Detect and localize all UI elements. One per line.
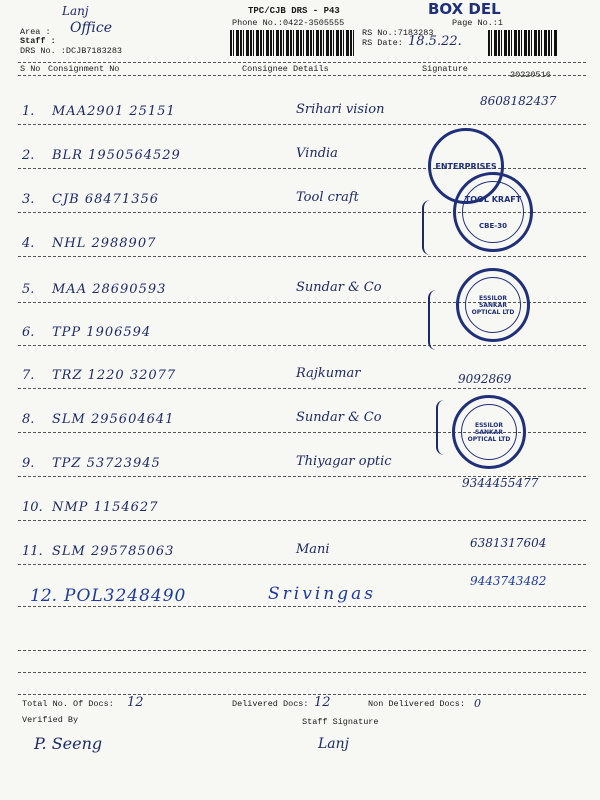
verified-signature: P. Seeng: [34, 734, 103, 753]
row-sno: 7.: [22, 368, 35, 383]
handwritten-bracket-3: [436, 400, 444, 455]
verified-by-label: Verified By: [22, 715, 79, 725]
row-consignee: Rajkumar: [296, 366, 361, 381]
row-signature: 6381317604: [470, 536, 547, 550]
header-divider: [18, 62, 586, 63]
rs-no-label: RS No.:: [362, 28, 398, 38]
handwritten-bracket-1: [422, 200, 430, 255]
non-delivered-value: 0: [474, 697, 481, 710]
tool-kraft-stamp: [453, 172, 533, 252]
row-signature: 9092869: [458, 372, 512, 386]
drs-number: [20, 47, 122, 56]
staff-signature-label: Staff Signature: [302, 717, 379, 727]
drs-value: DCJB7183283: [65, 46, 123, 56]
enterprises-stamp-text: ENTERPRISES: [435, 161, 497, 171]
row-consignment-no: TRZ 1220 32077: [52, 368, 177, 383]
col-consignee: Consignee Details: [242, 64, 329, 74]
blank-row-divider: [18, 672, 586, 673]
document-title: TPC/CJB DRS - P43: [248, 6, 340, 16]
total-docs-label: Total No. Of Docs:: [22, 699, 114, 709]
row-signature: 9344455477: [462, 476, 539, 490]
col-sno: S No: [20, 64, 41, 74]
staff-label: Staff :: [20, 36, 56, 46]
row-divider: [18, 520, 586, 521]
row-sno: 8.: [22, 412, 35, 427]
row-sno: 1.: [22, 104, 35, 119]
rs-date-handwritten: 18.5.22.: [408, 34, 462, 49]
col-consignment: Consignment No: [48, 64, 120, 74]
row-consignee: Mani: [296, 542, 330, 557]
non-delivered-label: Non Delivered Docs:: [368, 699, 465, 709]
total-docs-value: 12: [127, 695, 144, 710]
area-label: Area :: [20, 27, 51, 37]
row-sno: 3.: [22, 192, 35, 207]
row-consignment-no: POL3248490: [64, 586, 187, 606]
row-consignee: Vindia: [296, 146, 338, 161]
phone-number: Phone No.:0422-3505555: [232, 18, 345, 28]
row-consignment-no: NHL 2988907: [52, 236, 157, 251]
row-sno: 10.: [22, 500, 43, 515]
handwritten-office: Office: [70, 20, 112, 36]
row-sno: 6.: [22, 325, 35, 340]
row-signature: 8608182437: [480, 94, 557, 108]
row-consignment-no: TPP 1906594: [52, 325, 152, 340]
row-sno: 11.: [22, 544, 43, 559]
row-divider: [18, 388, 586, 389]
row-consignment-no: NMP 1154627: [52, 500, 159, 515]
delivered-docs-label: Delivered Docs:: [232, 699, 309, 709]
row-consignee: Thiyagar optic: [296, 454, 392, 469]
cbe-text: CBE-30: [479, 221, 507, 230]
delivered-docs-value: 12: [314, 695, 331, 710]
page-number: [452, 19, 503, 28]
row-consignment-no: MAA 28690593: [52, 282, 167, 297]
page-value: 1: [497, 18, 504, 28]
row-divider: [18, 606, 586, 607]
handwritten-bracket-2: [428, 290, 436, 350]
tool-kraft-text: TOOL KRAFT: [464, 194, 522, 204]
row-consignment-no: SLM 295785063: [52, 544, 175, 559]
row-sno: 9.: [22, 456, 35, 471]
essilor-stamp-1-text: ESSILOR SANKAR OPTICAL LTD: [471, 294, 515, 316]
footer-divider: [18, 694, 586, 695]
row-divider: [18, 564, 586, 565]
col-date: 20220516: [510, 70, 551, 80]
column-divider: [18, 75, 586, 76]
row-consignment-no: SLM 295604641: [52, 412, 175, 427]
row-consignment-no: BLR 1950564529: [52, 148, 181, 163]
handwritten-name: Lanj: [62, 4, 89, 18]
row-sno: 5.: [22, 282, 35, 297]
barcode-left: [230, 30, 355, 56]
row-consignee: Sundar & Co: [296, 410, 382, 425]
essilor-stamp-1: [456, 268, 530, 342]
row-consignee: Srihari vision: [296, 102, 385, 117]
barcode-right: [488, 30, 558, 56]
blank-row-divider: [18, 650, 586, 651]
row-divider: [18, 124, 586, 125]
essilor-stamp-2: [452, 395, 526, 469]
row-consignment-no: MAA2901 25151: [52, 104, 176, 119]
essilor-stamp-2-text: ESSILOR SANKAR OPTICAL LTD: [467, 421, 511, 443]
drs-label: DRS No. :: [20, 46, 66, 56]
row-consignee: Srivingas: [268, 584, 376, 604]
row-divider: [18, 345, 586, 346]
row-consignment-no: TPZ 53723945: [52, 456, 161, 471]
col-signature: Signature: [422, 64, 468, 74]
rs-no-value: 7183283: [397, 28, 434, 38]
box-delivery-stamp: BOX DEL: [428, 0, 501, 18]
row-sno: 4.: [22, 236, 35, 251]
row-signature: 9443743482: [470, 574, 547, 588]
rs-date-label: RS Date:: [362, 38, 403, 48]
row-sno: 2.: [22, 148, 35, 163]
row-consignee: Sundar & Co: [296, 280, 382, 295]
row-sno: 12.: [30, 586, 58, 606]
row-consignment-no: CJB 68471356: [52, 192, 160, 207]
page-label: Page No.:: [452, 18, 498, 28]
row-divider: [18, 256, 586, 257]
row-consignee: Tool craft: [296, 190, 359, 205]
staff-signature: Lanj: [318, 736, 350, 752]
